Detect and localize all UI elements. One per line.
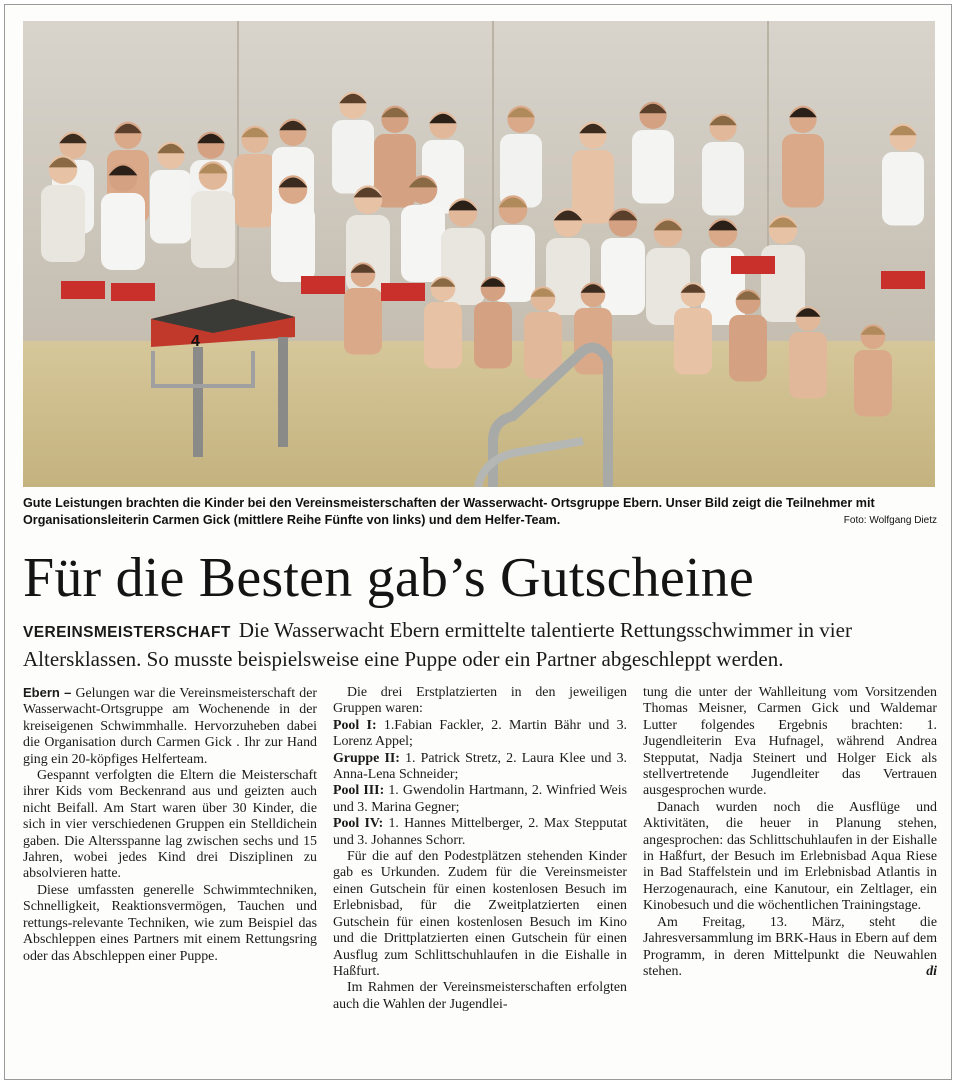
- article-body: [23, 685, 937, 1075]
- column-3: [643, 685, 937, 1075]
- result-group: Pool I: 1.Fabian Fackler, 2. Martin Bähr und 3. Lorenz Appel;: [333, 717, 627, 750]
- red-trunks: [381, 283, 425, 301]
- photo-credit: Foto: Wolfgang Dietz: [843, 515, 937, 526]
- red-trunks: [61, 281, 105, 299]
- paragraph: Am Freitag, 13. März, steht die Jahresversammlung im BRK-Haus in Ebern auf dem Programm, in deren Mittelpunkt die Neuwahlen stehen. di: [643, 914, 937, 979]
- red-trunks: [881, 271, 925, 289]
- group-photo-swimmers-icon: [23, 21, 935, 487]
- red-trunks: [731, 256, 775, 274]
- paragraph: Ebern – Gelungen war die Vereinsmeisterschaft der Wasserwacht-Ortsgruppe am Wochenende in der kreiseigenen Schwimmhalle. Hervorzuheben dabei die Organisation durch Carmen Gick . Ihr zur Hand ging ein 20-köpfiges Helferteam.: [23, 685, 317, 767]
- paragraph: Im Rahmen der Vereinsmeisterschaften erfolgten auch die Wahlen der Jugendlei-: [333, 980, 627, 1012]
- dateline: Ebern –: [23, 685, 72, 700]
- column-1: [23, 685, 317, 1075]
- block-number: 4: [191, 333, 200, 350]
- red-trunks: [301, 276, 345, 294]
- deck-text: Die Wasserwacht Ebern ermittelte talentierte Rettungsschwimmer in vier Altersklassen. So musste beispielsweise eine Puppe oder ein Partner abgeschleppt werden.: [23, 618, 852, 671]
- caption-text: Gute Leistungen brachten die Kinder bei den Vereinsmeisterschaften der Wasserwacht- Ortsgruppe Ebern. Unser Bild zeigt die Teilnehmer mit Organisationsleiterin Carmen Gick (mittlere Reihe Fünfte von links) und dem Helfer-Team.: [23, 496, 875, 527]
- paragraph: Gespannt verfolgten die Eltern die Meisterschaft ihrer Kids vom Beckenrand aus und geizten auch nicht Beifall. Am Start waren über 30 Kinder, die sich in vier verschiedenen Gruppen ein Stelldichein gaben. Die Altersspanne lag zwischen sechs und 15 Jahren, wobei jedes Kind drei Disziplinen zu absolvieren hatte.: [23, 768, 317, 882]
- author-signature: di: [926, 963, 937, 979]
- paragraph: Für die auf den Podestplätzen stehenden Kinder gab es Urkunden. Zudem für die Vereinsmeister einen Gutschein für einen kostenlosen Besuch im Erlebnisbad, für die Zweitplatzierten einen Gutschein für einen kostenlosen Besuch im Kino und die Drittplatzierten einen Gutschein für einen Ausflug zum Schlittschuhlaufen in die Eishalle in Haßfurt.: [333, 849, 627, 979]
- result-group: Pool IV: 1. Hannes Mittelberger, 2. Max Stepputat und 3. Johannes Schorr.: [333, 816, 627, 848]
- result-group: Gruppe II: 1. Patrick Stretz, 2. Laura Klee und 3. Anna-Lena Schneider;: [333, 750, 627, 783]
- group-photo: [23, 21, 935, 487]
- headline: Für die Besten gab’s Gutscheine: [23, 547, 754, 609]
- paragraph: Die drei Erstplatzierten in den jeweiligen Gruppen waren:: [333, 685, 627, 717]
- kicker: VEREINSMEISTERSCHAFT: [23, 624, 231, 641]
- paragraph: Danach wurden noch die Ausflüge und Aktivitäten, die heuer in Planung stehen, angesprochen: das Schlittschuhlaufen in der Eishalle in Haßfurt, der Besuch im Erlebnisbad Aqua Riese in Bad Staffelstein und im Erlebnisbad Atlantis in Herzogenaurach, eine Kanutour, ein Zeltlager, ein Kinobesuch und die wöchentlichen Trainingstage.: [643, 799, 937, 914]
- result-group: Pool III: 1. Gwendolin Hartmann, 2. Winfried Weis und 3. Marina Gegner;: [333, 783, 627, 815]
- photo-caption: [23, 495, 937, 529]
- newspaper-clipping: [4, 4, 952, 1080]
- red-trunks: [111, 283, 155, 301]
- paragraph: Diese umfassten generelle Schwimmtechniken, Schnelligkeit, Reaktionsvermögen, Tauchen und rettungs-relevante Techniken, wie zum Beispiel das Abschleppen eines Partners mit einem Rettungsring oder das Abschleppen einer Puppe.: [23, 882, 317, 964]
- column-2: [333, 685, 627, 1075]
- paragraph: tung die unter der Wahlleitung vom Vorsitzenden Thomas Meisner, Carmen Gick und Waldemar Lutter folgendes Ergebnis brachten: 1. Jugendleiterin Eva Hufnagel, während Andrea Stepputat, Nadja Steinert und Holger Eick als stellvertretende Jugendleiter das Vertrauen ausgesprochen wurde.: [643, 685, 937, 799]
- deck: [23, 617, 937, 672]
